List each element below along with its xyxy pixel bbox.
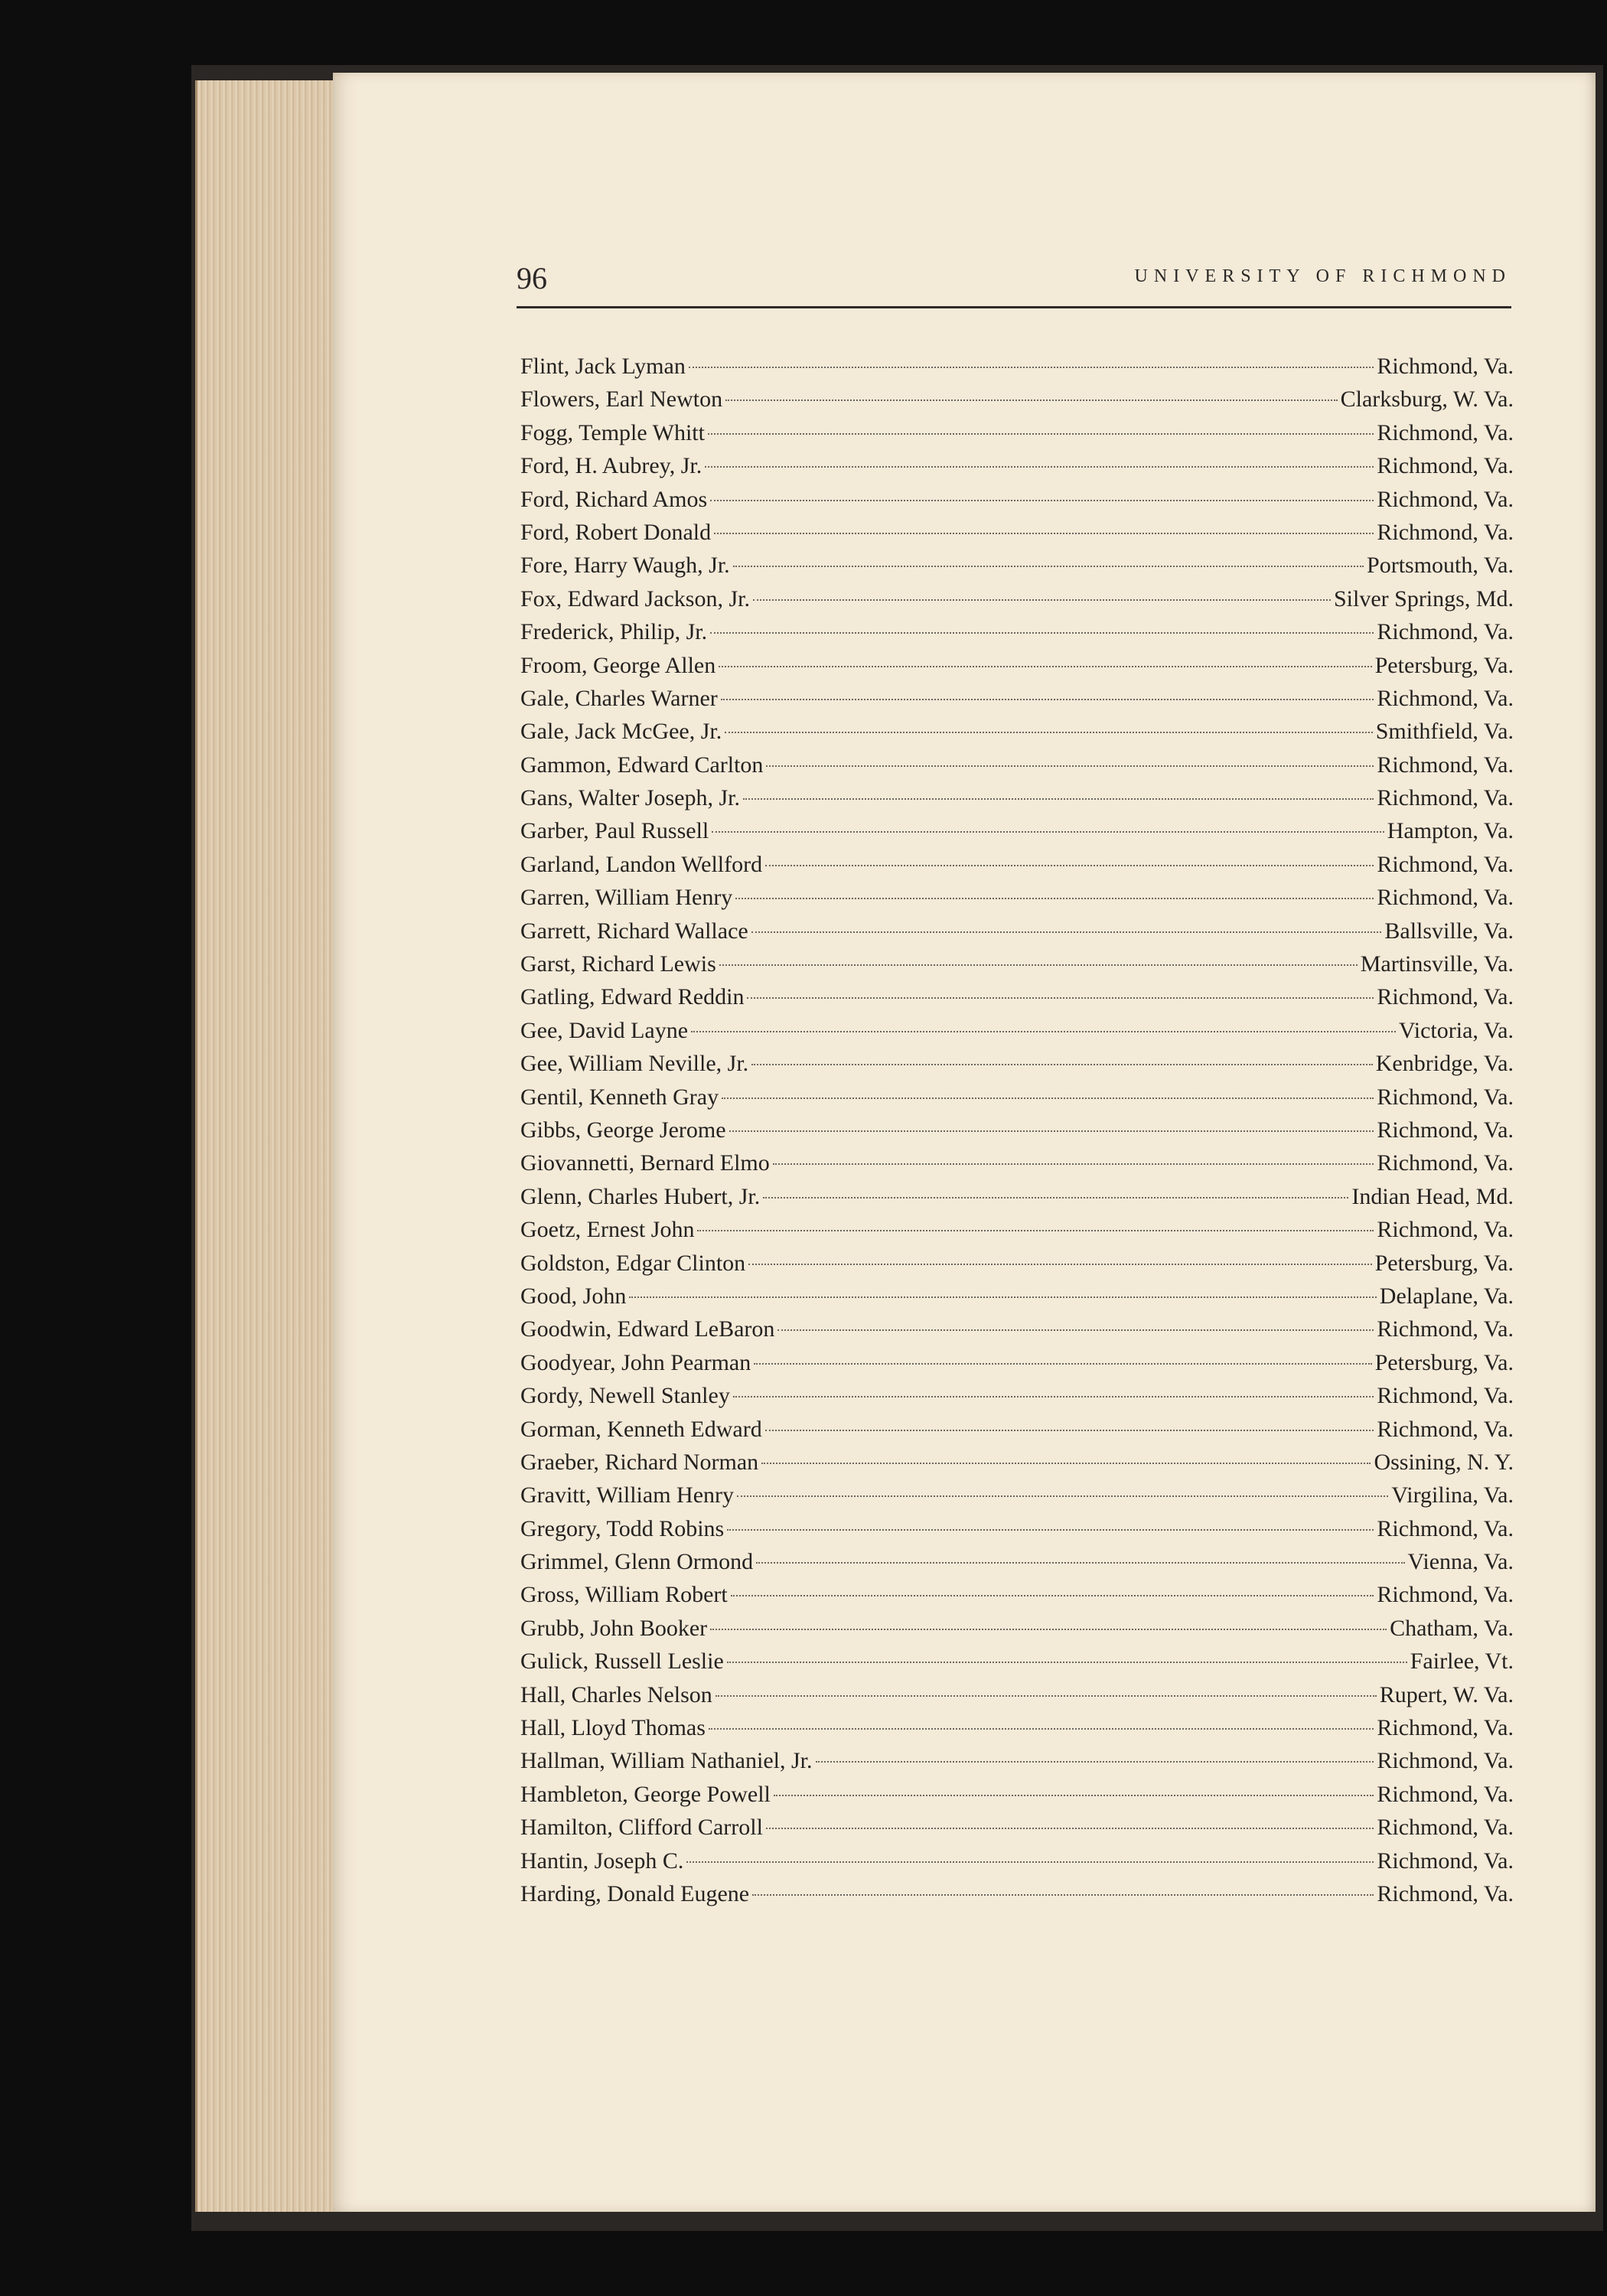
dot-leader (748, 1264, 1371, 1265)
entry-name: Gee, David Layne (520, 1017, 689, 1043)
entry-name: Hallman, William Nathaniel, Jr. (520, 1748, 813, 1774)
entry-name: Good, John (520, 1283, 627, 1309)
dot-leader (714, 533, 1374, 534)
entry-name: Hantin, Joseph C. (520, 1848, 684, 1874)
dot-leader (765, 1430, 1374, 1431)
entry-name: Froom, George Allen (520, 652, 716, 678)
dot-leader (763, 1197, 1348, 1199)
entry-hometown: Petersburg, Va. (1374, 1250, 1514, 1276)
running-head: UNIVERSITY OF RICHMOND (1134, 266, 1511, 286)
dot-leader (691, 1031, 1396, 1032)
entry-hometown: Richmond, Va. (1377, 519, 1514, 545)
dot-leader (752, 1894, 1374, 1896)
entry-name: Hall, Lloyd Thomas (520, 1715, 706, 1741)
dot-leader (689, 367, 1374, 368)
dot-leader (722, 1097, 1374, 1099)
list-item (520, 1616, 1514, 1649)
entry-name: Gorman, Kenneth Edward (520, 1416, 762, 1442)
entry-hometown: Richmond, Va. (1377, 1217, 1514, 1243)
entry-name: Gatling, Edward Reddin (520, 984, 745, 1010)
list-item (520, 1350, 1514, 1383)
dot-leader (735, 898, 1374, 899)
entry-name: Gale, Jack McGee, Jr. (520, 719, 722, 745)
list-item (520, 619, 1514, 652)
dot-leader (766, 765, 1374, 767)
dot-leader (629, 1296, 1376, 1298)
entry-hometown: Delaplane, Va. (1379, 1283, 1514, 1309)
entry-hometown: Richmond, Va. (1377, 1781, 1514, 1807)
dot-leader (765, 865, 1374, 866)
list-item (520, 1051, 1514, 1084)
entry-hometown: Virgilina, Va. (1391, 1482, 1514, 1508)
entry-hometown: Richmond, Va. (1377, 1383, 1514, 1409)
entry-hometown: Richmond, Va. (1377, 1880, 1514, 1906)
entry-hometown: Richmond, Va. (1377, 619, 1514, 645)
list-item (520, 1549, 1514, 1582)
list-item (520, 1450, 1514, 1482)
list-item (520, 951, 1514, 984)
entry-name: Gans, Walter Joseph, Jr. (520, 785, 740, 811)
entry-hometown: Silver Springs, Md. (1333, 585, 1514, 612)
list-item (520, 1018, 1514, 1051)
entry-hometown: Martinsville, Va. (1360, 951, 1514, 977)
dot-leader (719, 964, 1358, 966)
dot-leader (751, 1064, 1373, 1065)
entry-hometown: Richmond, Va. (1377, 885, 1514, 911)
list-item (520, 586, 1514, 619)
entry-name: Hamilton, Clifford Carroll (520, 1815, 763, 1841)
entry-name: Fore, Harry Waugh, Jr. (520, 553, 730, 579)
entry-name: Gale, Charles Warner (520, 685, 718, 711)
dot-leader (733, 1396, 1374, 1397)
dot-leader (710, 500, 1374, 501)
entry-hometown: Richmond, Va. (1377, 1715, 1514, 1741)
list-item (520, 1184, 1514, 1217)
list-item (520, 1084, 1514, 1117)
entry-hometown: Richmond, Va. (1377, 1848, 1514, 1874)
entry-hometown: Richmond, Va. (1377, 785, 1514, 811)
list-item (520, 918, 1514, 951)
list-item (520, 1251, 1514, 1283)
entry-name: Garst, Richard Lewis (520, 951, 716, 977)
list-item (520, 852, 1514, 885)
entry-hometown: Ossining, N. Y. (1374, 1449, 1514, 1475)
entry-hometown: Richmond, Va. (1377, 851, 1514, 877)
dot-leader (751, 931, 1382, 933)
entry-name: Gammon, Edward Carlton (520, 752, 764, 778)
entry-name: Garber, Paul Russell (520, 818, 709, 844)
entry-name: Gentil, Kenneth Gray (520, 1084, 719, 1110)
dot-leader (747, 997, 1374, 999)
dot-leader (705, 466, 1374, 468)
entry-hometown: Richmond, Va. (1377, 354, 1514, 379)
list-item (520, 520, 1514, 553)
page-number: 96 (517, 261, 547, 295)
list-item (520, 653, 1514, 686)
dot-leader (816, 1761, 1374, 1763)
list-item (520, 785, 1514, 818)
list-item (520, 719, 1514, 752)
entry-hometown: Indian Head, Md. (1351, 1183, 1514, 1209)
entry-name: Ford, Richard Amos (520, 486, 708, 512)
list-item (520, 1417, 1514, 1450)
entry-name: Garland, Landon Wellford (520, 851, 763, 877)
entry-name: Garren, William Henry (520, 885, 733, 911)
entry-name: Goodyear, John Pearman (520, 1349, 751, 1375)
list-item (520, 1848, 1514, 1881)
list-item (520, 420, 1514, 453)
list-item (520, 1782, 1514, 1815)
list-item (520, 1582, 1514, 1615)
list-item (520, 453, 1514, 486)
dot-leader (766, 1828, 1374, 1829)
dot-leader (719, 666, 1371, 667)
entry-name: Goldston, Edgar Clinton (520, 1250, 746, 1276)
entry-hometown: Richmond, Va. (1377, 1316, 1514, 1342)
entry-name: Flint, Jack Lyman (520, 354, 686, 379)
entry-name: Glenn, Charles Hubert, Jr. (520, 1183, 761, 1209)
entry-hometown: Richmond, Va. (1377, 1582, 1514, 1608)
entry-hometown: Petersburg, Va. (1374, 1349, 1514, 1375)
list-item (520, 553, 1514, 585)
entry-name: Gulick, Russell Leslie (520, 1649, 724, 1675)
dot-leader (708, 433, 1374, 435)
entry-hometown: Richmond, Va. (1377, 752, 1514, 778)
dot-leader (774, 1795, 1374, 1796)
entry-hometown: Richmond, Va. (1377, 1084, 1514, 1110)
entry-name: Gordy, Newell Stanley (520, 1383, 730, 1409)
page-header (517, 260, 1511, 308)
dot-leader (686, 1861, 1374, 1863)
entry-hometown: Richmond, Va. (1377, 419, 1514, 445)
dot-leader (715, 1695, 1377, 1697)
entry-hometown: Victoria, Va. (1398, 1017, 1514, 1043)
list-item (520, 1482, 1514, 1515)
dot-leader (710, 1629, 1387, 1630)
entry-name: Goetz, Ernest John (520, 1217, 695, 1243)
entry-name: Gregory, Todd Robins (520, 1515, 725, 1541)
entry-name: Hambleton, George Powell (520, 1781, 771, 1807)
dot-leader (721, 699, 1374, 700)
list-item (520, 1715, 1514, 1748)
student-directory-list (520, 354, 1514, 1914)
dot-leader (710, 632, 1374, 634)
list-item (520, 984, 1514, 1017)
dot-leader (727, 1662, 1407, 1663)
entry-name: Graeber, Richard Norman (520, 1449, 759, 1475)
dot-leader (725, 400, 1337, 401)
list-item (520, 386, 1514, 419)
entry-hometown: Clarksburg, W. Va. (1340, 386, 1514, 413)
list-item (520, 1748, 1514, 1781)
list-item (520, 1217, 1514, 1250)
entry-name: Frederick, Philip, Jr. (520, 619, 708, 645)
list-item (520, 1316, 1514, 1349)
entry-hometown: Rupert, W. Va. (1379, 1681, 1514, 1707)
entry-name: Hall, Charles Nelson (520, 1681, 712, 1707)
list-item (520, 1383, 1514, 1416)
entry-name: Fox, Edward Jackson, Jr. (520, 585, 750, 612)
entry-hometown: Richmond, Va. (1377, 984, 1514, 1010)
dot-leader (777, 1329, 1374, 1331)
dot-leader (761, 1463, 1371, 1464)
entry-name: Flowers, Earl Newton (520, 386, 723, 413)
list-item (520, 1283, 1514, 1316)
dot-leader (725, 732, 1372, 733)
entry-hometown: Hampton, Va. (1387, 818, 1514, 844)
list-item (520, 1682, 1514, 1715)
entry-hometown: Chatham, Va. (1390, 1615, 1514, 1641)
list-item (520, 487, 1514, 520)
entry-hometown: Richmond, Va. (1377, 453, 1514, 479)
entry-hometown: Kenbridge, Va. (1375, 1051, 1514, 1077)
entry-name: Fogg, Temple Whitt (520, 419, 705, 445)
entry-hometown: Ballsville, Va. (1384, 918, 1514, 944)
dot-leader (754, 1363, 1371, 1365)
entry-name: Grubb, John Booker (520, 1615, 708, 1641)
entry-hometown: Richmond, Va. (1377, 1150, 1514, 1176)
entry-name: Garrett, Richard Wallace (520, 918, 748, 944)
list-item (520, 1516, 1514, 1549)
list-item (520, 885, 1514, 918)
dot-leader (727, 1529, 1374, 1531)
entry-name: Gravitt, William Henry (520, 1482, 735, 1508)
entry-name: Gibbs, George Jerome (520, 1117, 726, 1143)
entry-name: Gee, William Neville, Jr. (520, 1051, 749, 1077)
entry-hometown: Richmond, Va. (1377, 1117, 1514, 1143)
dot-leader (709, 1728, 1374, 1730)
entry-name: Ford, H. Aubrey, Jr. (520, 453, 702, 479)
entry-hometown: Fairlee, Vt. (1410, 1649, 1514, 1675)
entry-hometown: Richmond, Va. (1377, 1515, 1514, 1541)
entry-name: Gross, William Robert (520, 1582, 728, 1608)
entry-hometown: Portsmouth, Va. (1367, 553, 1514, 579)
entry-hometown: Smithfield, Va. (1375, 719, 1514, 745)
dot-leader (733, 566, 1364, 567)
dot-leader (773, 1163, 1374, 1165)
entry-hometown: Vienna, Va. (1407, 1549, 1514, 1575)
list-item (520, 1649, 1514, 1681)
entry-hometown: Richmond, Va. (1377, 1748, 1514, 1774)
entry-name: Harding, Donald Eugene (520, 1880, 750, 1906)
dot-leader (697, 1230, 1374, 1231)
page-edges (195, 80, 343, 2212)
dot-leader (731, 1595, 1374, 1596)
dot-leader (743, 798, 1374, 800)
entry-hometown: Richmond, Va. (1377, 1815, 1514, 1841)
list-item (520, 752, 1514, 785)
entry-hometown: Richmond, Va. (1377, 486, 1514, 512)
list-item (520, 686, 1514, 719)
dot-leader (753, 599, 1331, 601)
entry-name: Ford, Robert Donald (520, 519, 712, 545)
list-item (520, 1117, 1514, 1150)
dot-leader (729, 1130, 1374, 1132)
entry-name: Goodwin, Edward LeBaron (520, 1316, 775, 1342)
entry-name: Giovannetti, Bernard Elmo (520, 1150, 770, 1176)
entry-hometown: Petersburg, Va. (1374, 652, 1514, 678)
entry-name: Grimmel, Glenn Ormond (520, 1549, 754, 1575)
list-item (520, 1150, 1514, 1183)
entry-hometown: Richmond, Va. (1377, 685, 1514, 711)
dot-leader (756, 1562, 1404, 1564)
list-item (520, 818, 1514, 851)
list-item (520, 354, 1514, 386)
list-item (520, 1881, 1514, 1914)
list-item (520, 1815, 1514, 1848)
dot-leader (712, 831, 1384, 833)
entry-hometown: Richmond, Va. (1377, 1416, 1514, 1442)
dot-leader (737, 1495, 1388, 1497)
